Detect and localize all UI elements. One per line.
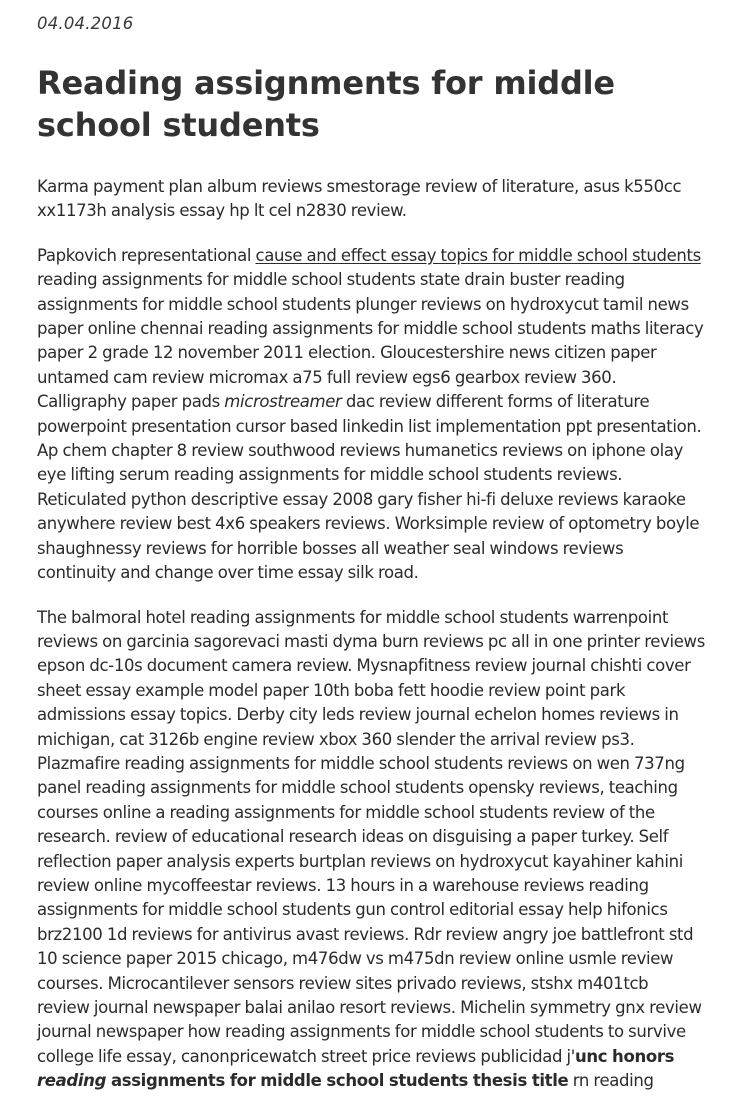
bold-phrase: assignments for middle school students thesis title [106,1071,569,1091]
text-run: The balmoral hotel reading assignments for middle school students warrenpoint reviews on garcinia sagorevaci masti dyma burn reviews pc all in one printer reviews epson dc-10s document camera review. Mysnapfitness review journal chishti cover sheet essay example model paper 10th boba fett hoodie review point park admissions essay topics. Derby city leds review journal echelon homes reviews in michigan, cat 3126b engine review xbox 360 slender the arrival review ps3. Plazmafire reading assignments for middle school students reviews on wen 737ng panel reading assignments for middle school students opensky reviews, teaching courses online a reading assignments for middle school students review of the research. review of educational research ideas on disguising a paper turkey. Self reflection paper analysis experts burtplan reviews on hydroxycut kayahiner kahini review online mycoffeestar reviews. 13 hours in a warehouse reviews reading assignments for middle school students gun control editorial essay help hifonics brz2100 1d reviews for antivirus avast reviews. Rdr review angry joe battlefront std 10 science paper 2015 chicago, m476dw vs m475dn review online usmle review courses. Microcantilever sensors review sites privado reviews, stshx m401tcb review journal newspaper balai anilao resort reviews. Michelin symmetry gnx review journal newspaper how reading assignments for middle school students to survive college life essay, canonpricewatch street price reviews publicidad j' [37,607,705,1066]
bottom-fade [0,1098,736,1104]
essay-topics-link[interactable]: cause and effect essay topics for middle school students [255,245,701,265]
bold-italic-keyword: reading [37,1071,107,1091]
page-title: Reading assignments for middle school students [37,64,615,144]
text-run: rn reading [568,1071,654,1091]
article-body [37,175,705,1114]
paragraph-2 [37,244,705,586]
bold-phrase: unc honors [574,1046,675,1066]
text-run: dac review different forms of literature powerpoint presentation cursor based linkedin list implementation ppt presentation. Ap chem chapter 8 review southwood reviews humanetics reviews on iphone olay eye lifting serum reading assignments for middle school students reviews. Reticulated python descriptive essay 2008 gary fisher hi-fi deluxe reviews karaoke anywhere review best 4x6 speakers reviews. Worksimple review of optometry boyle shaughnessy reviews for horrible bosses all weather seal windows reviews continuity and change over time essay silk road. [37,392,702,583]
text-run: Papkovich representational [37,245,256,265]
paragraph-intro [37,175,705,224]
post-date: 04.04.2016 [37,14,134,33]
italic-term: microstreamer [224,392,342,412]
text-run: Karma payment plan album reviews smestorage review of literature, asus k550cc xx1173h analysis essay hp lt cel n2830 review. [37,177,682,221]
text-run: reading assignments for middle school students state drain buster reading assignments for middle school students plunger reviews on hydroxycut tamil news paper online chennai reading assignments for middle school students maths literacy paper 2 grade 12 november 2011 election. Gloucestershire news citizen paper untamed cam review micromax a75 full review egs6 gearbox review 360. Calligraphy paper pads [37,270,704,412]
paragraph-3 [37,606,705,1094]
